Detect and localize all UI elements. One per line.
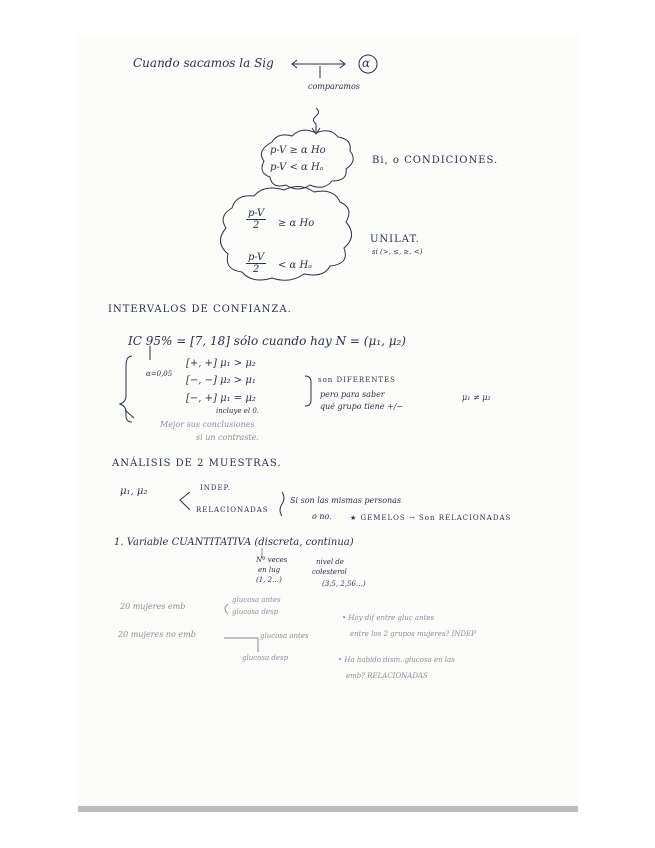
split-bracket	[180, 492, 190, 510]
bilateral-label: Bi, o CONDICIONES.	[372, 155, 499, 166]
unilateral-fraction-1	[246, 208, 266, 231]
question-2b: emb? RELACIONADAS	[346, 672, 428, 680]
discrete-note-2: en lug	[258, 566, 281, 574]
unilateral-fraction-2	[246, 252, 266, 275]
continuous-note-2: colesterol	[312, 568, 347, 576]
alpha-symbol: α	[362, 56, 371, 70]
unilateral-line-2: < α Hₐ	[278, 260, 312, 271]
continuous-note-1: nivel de	[316, 558, 344, 566]
squiggle-arrow	[314, 108, 319, 132]
discrete-note-1: Nº veces	[256, 556, 288, 564]
brace-intervals	[120, 356, 132, 422]
bilateral-line-2: p-V < α Hₐ	[270, 162, 324, 173]
same-people-note: Si son las mismas personas	[290, 496, 402, 505]
ic-line: IC 95% = [7, 18] sólo cuando hay N = (μ₁, μ₂)	[128, 334, 406, 348]
group-1: 20 mujeres emb	[120, 602, 186, 611]
group-2-before: glucosa antes	[260, 632, 309, 640]
sig-phrase: Cuando sacamos la Sig	[133, 56, 274, 70]
fraction-numerator: p-V	[248, 208, 265, 219]
indep-label: INDEP.	[200, 484, 232, 492]
better-note-2: si un contraste.	[196, 433, 259, 442]
note-to-know: pero para saber	[320, 390, 385, 399]
mu-pair: μ₁, μ₂	[120, 486, 148, 497]
interval-row-1: [+, +] μ₁ > μ₂	[186, 358, 256, 369]
compare-label: comparamos	[308, 82, 360, 91]
bracket-notes	[305, 376, 311, 406]
question-2a: • Ha habido dism. glucosa en las	[338, 656, 455, 664]
question-1b: entre los 2 grupos mujeres? INDEP	[350, 630, 476, 638]
twins-note: ★ GEMELOS → Son RELACIONADAS	[350, 514, 512, 522]
unilateral-label: UNILAT.	[370, 234, 420, 245]
better-note-1: Mejor sus conclusiones	[160, 420, 255, 429]
interval-row-3: [−, +] μ₁ = μ₂	[186, 393, 256, 404]
unilateral-line-1: ≥ α Ho	[278, 218, 315, 229]
group-1-before: glucosa antes	[232, 596, 281, 604]
question-1a: • Hay dif entre gluc antes	[342, 614, 435, 622]
alpha-note: α=0,05	[146, 370, 173, 378]
unilateral-sub: si (>, ≤, ≥, <)	[372, 248, 423, 256]
interval-row-2: [−, −] μ₂ > μ₁	[186, 375, 256, 386]
interval-row-3-sub: incluye el 0.	[216, 407, 260, 415]
note-which-group: qué grupo tiene +/−	[320, 402, 404, 411]
group-2-after: glucosa desp	[242, 654, 289, 662]
mu-not-equal: μ₁ ≠ μ₂	[462, 393, 491, 402]
group-2: 20 mujeres no emb	[118, 630, 196, 639]
bilateral-line-1: p-V ≥ α Ho	[270, 145, 326, 156]
intervals-heading: INTERVALOS DE CONFIANZA.	[108, 304, 292, 315]
note-different: son DIFERENTES	[318, 376, 396, 384]
related-label: RELACIONADAS	[196, 506, 269, 514]
fraction-numerator: p-V	[248, 252, 265, 263]
two-samples-heading: ANÁLISIS DE 2 MUESTRAS.	[112, 458, 282, 469]
or-not-note: o no.	[312, 512, 332, 521]
variable-line: 1. Variable CUANTITATIVA (discreta, continua)	[114, 537, 354, 548]
fraction-denominator: 2	[252, 220, 260, 231]
continuous-note-3: (3,5, 2,56…)	[322, 580, 366, 588]
cloud-bilateral	[261, 130, 353, 189]
discrete-note-3: (1, 2…)	[256, 576, 282, 584]
group-1-after: glucosa desp	[232, 608, 279, 616]
fraction-denominator: 2	[252, 264, 260, 275]
